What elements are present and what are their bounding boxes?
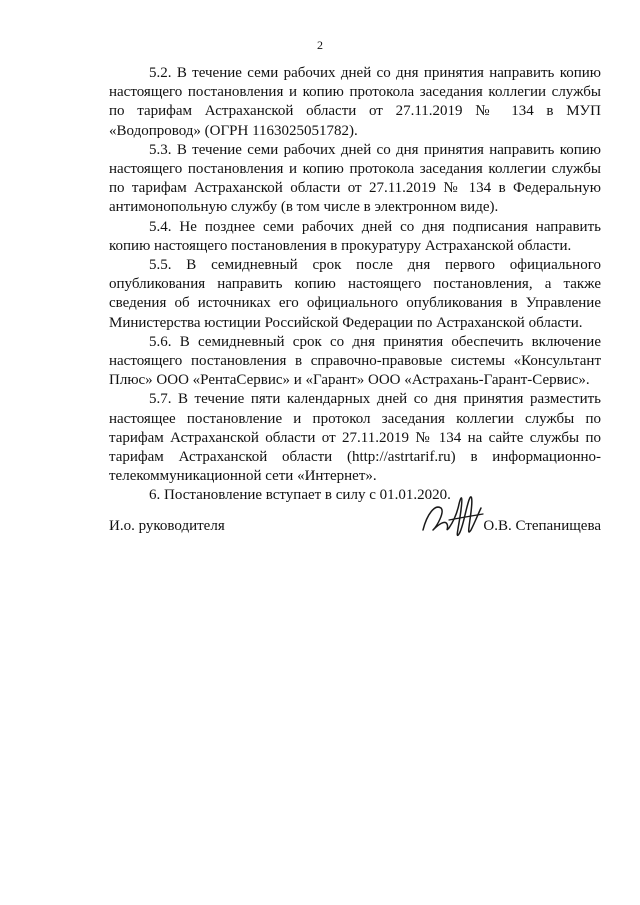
signature-block [109,490,601,550]
paragraph-5-3: 5.3. В течение семи рабочих дней со дня принятия направить копию настоящего постановления и копию протокола заседания коллегии службы по тарифам Астраханской области от 27.11.2019 № 134 в Федеральную антимонопольную службу (в том числе в электронном виде). [109,141,601,216]
document-body [109,64,601,506]
page-number: 2 [317,38,323,52]
paragraph-5-7: 5.7. В течение пяти календарных дней со дня принятия разместить настоящее постановление и протокол заседания коллегии службы по тарифам Астраханской области от 27.11.2019 № 134 на сайте службы по тарифам Астраханской области (http://astrtarif.ru) в информационно-телекоммуникационной сети «Интернет». [109,391,601,485]
paragraph-5-6: 5.6. В семидневный срок со дня принятия обеспечить включение настоящего постановления в справочно-правовые системы «Консультант Плюс» ООО «РентаСервис» и «Гарант» ООО «Астрахань-Гарант-Сервис». [109,333,601,389]
signer-name: О.В. Степанищева [483,518,601,534]
paragraph-5-5: 5.5. В семидневный срок после дня первого официального опубликования направить копию настоящего постановления, а также сведения об источниках его официального опубликования в Управление Министерства юстиции Российской Федерации по Астраханской области. [109,257,601,331]
handwritten-signature [419,490,489,550]
paragraph-6: 6. Постановление вступает в силу с 01.01.2020. [149,487,451,504]
paragraph-5-2: 5.2. В течение семи рабочих дней со дня принятия направить копию настоящего постановления и копию протокола заседания коллегии службы по тарифам Астраханской области от 27.11.2019 № 134 в МУП «Водопровод» (ОГРН 1163025051782). [109,65,601,139]
paragraph-5-4: 5.4. Не позднее семи рабочих дней со дня подписания направить копию настоящего постановления в прокуратуру Астраханской области. [109,218,601,254]
position-title: И.о. руководителя [109,518,225,534]
